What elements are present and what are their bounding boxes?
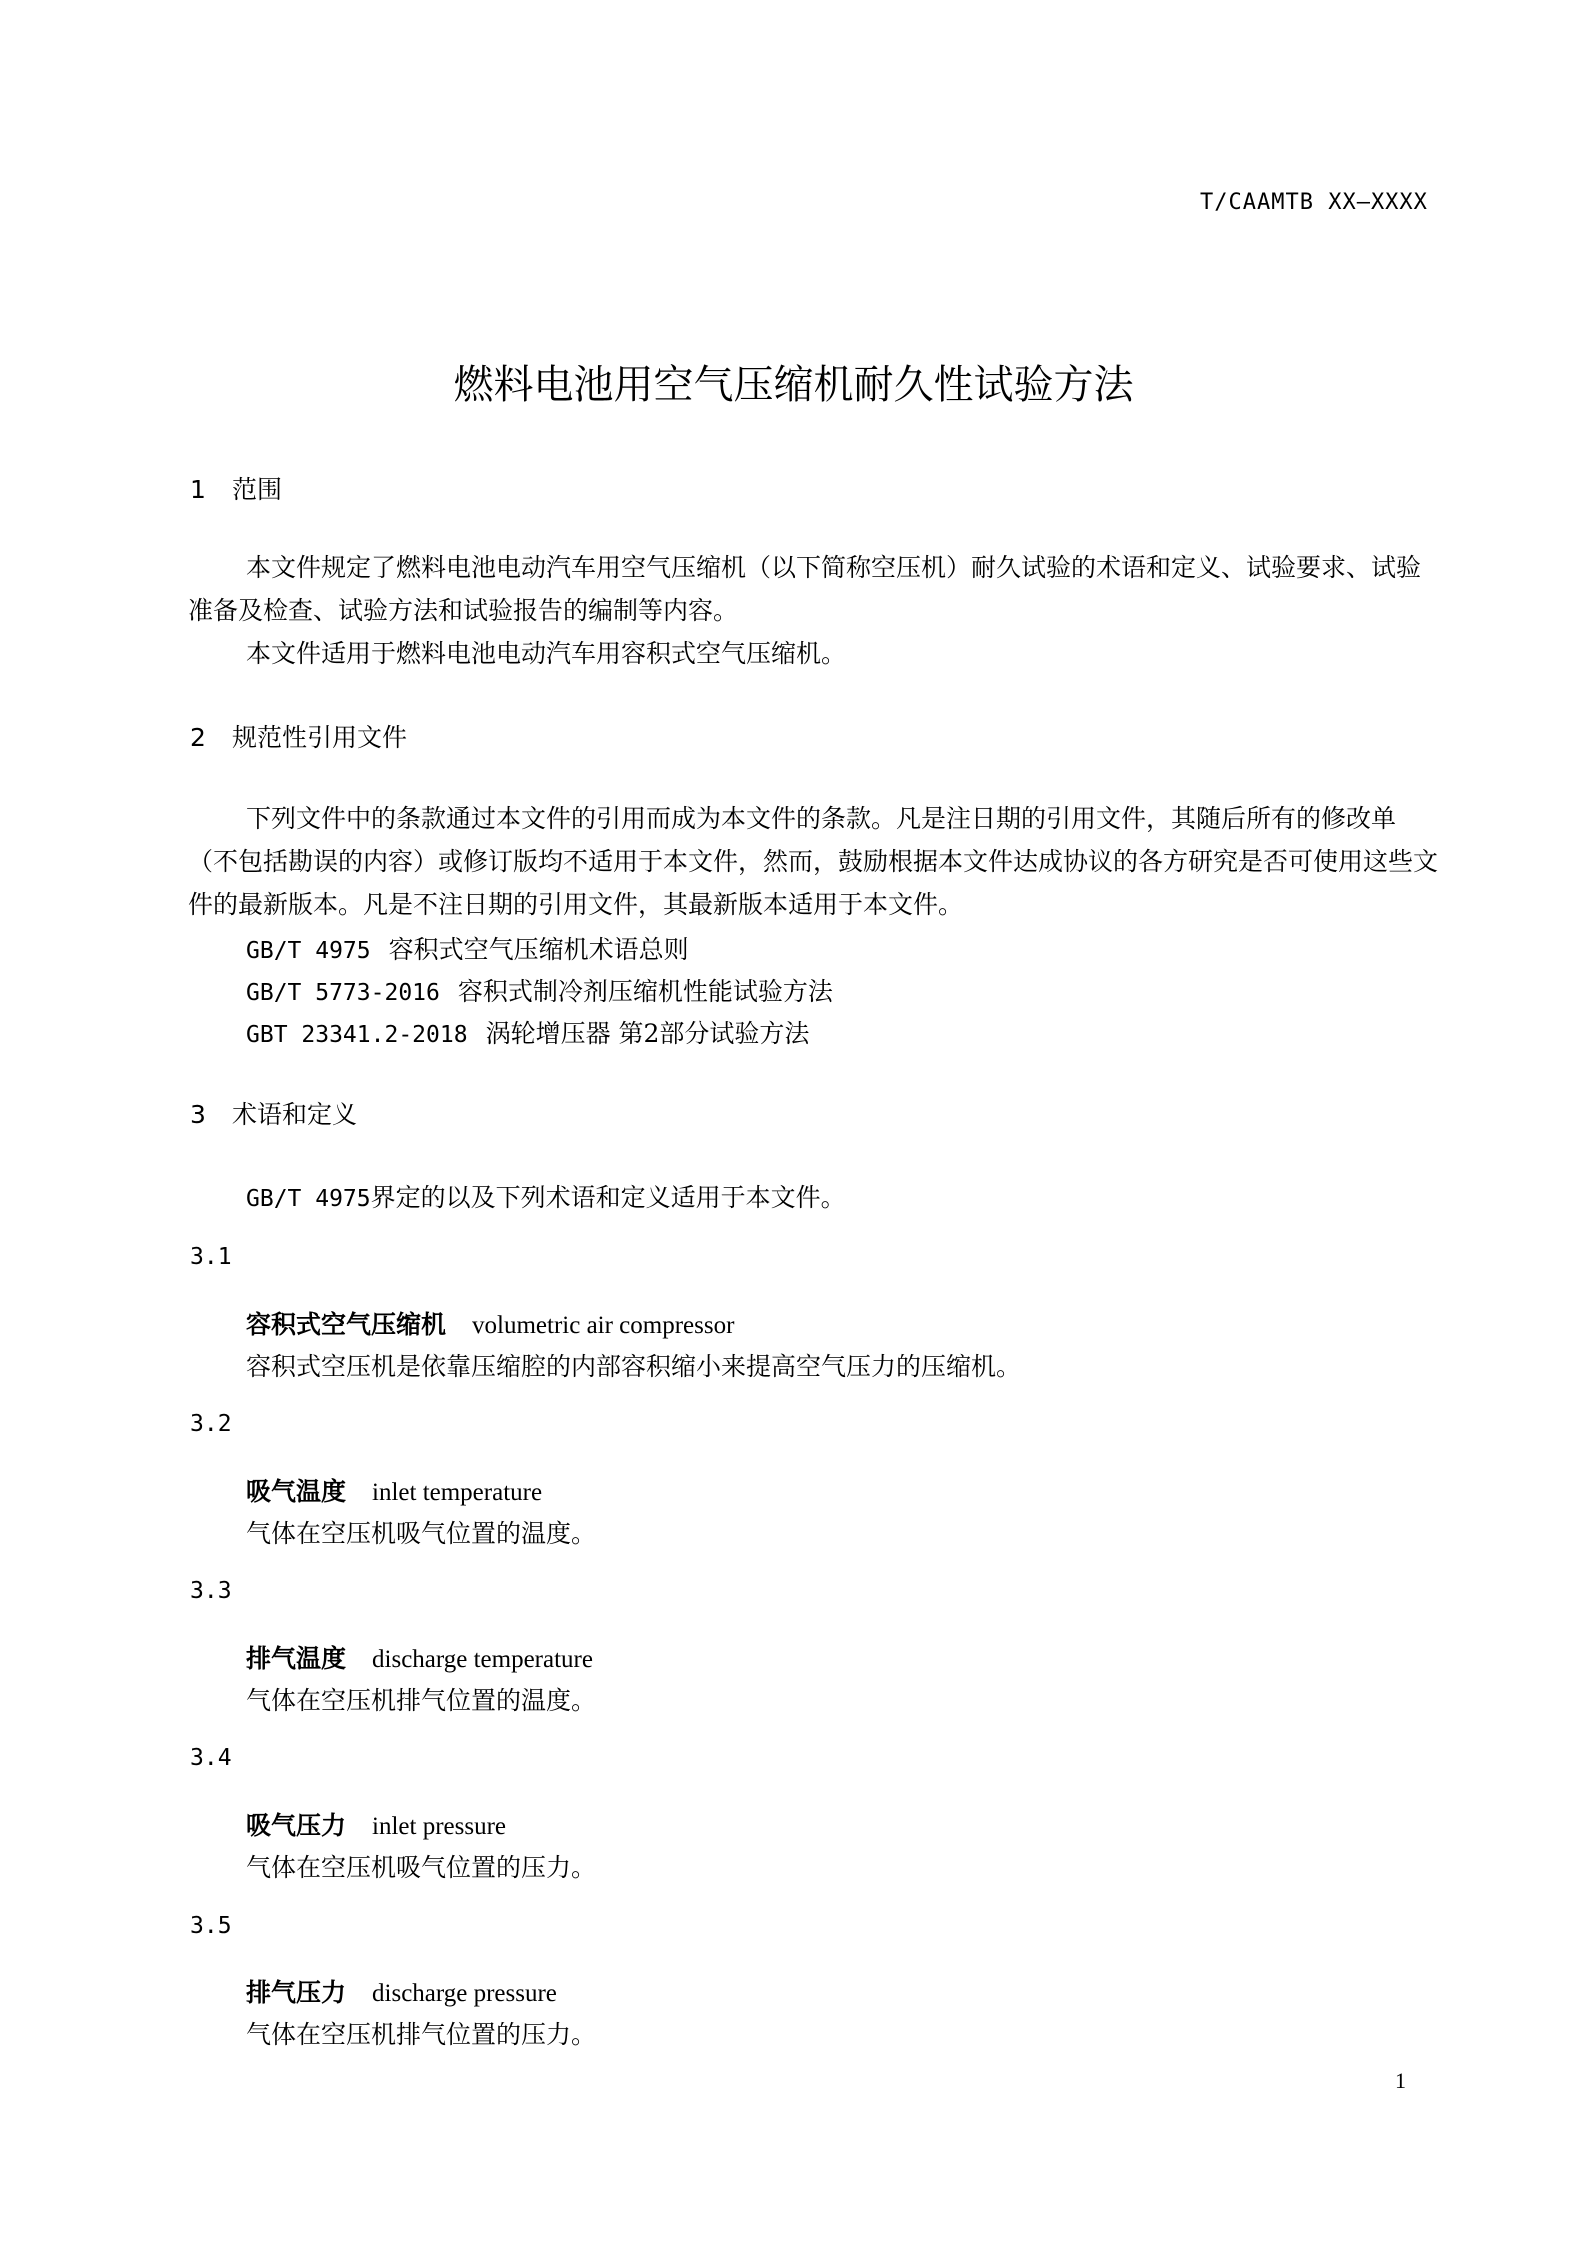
clause-number: 3.3: [190, 1578, 232, 1604]
term-definition: 气体在空压机排气位置的压力。: [246, 2020, 597, 2049]
section-title: 范围: [232, 475, 283, 504]
term-definition: 气体在空压机吸气位置的温度。: [246, 1519, 597, 1548]
term-chinese: 容积式空气压缩机: [246, 1310, 447, 1339]
reference-code: GBT 23341.2-2018: [246, 1022, 468, 1048]
reference-item: [246, 930, 689, 966]
term-english: discharge temperature: [372, 1646, 593, 1673]
term-chinese: 吸气压力: [246, 1811, 347, 1840]
term-chinese: 排气压力: [246, 1978, 347, 2007]
reference-title: 涡轮增压器 第2部分试验方法: [485, 1019, 810, 1048]
term-entry: [246, 1639, 593, 1675]
clause-number: 3.5: [190, 1913, 232, 1939]
term-entry: [246, 1472, 542, 1508]
clause-number: 3.4: [190, 1745, 232, 1771]
term-chinese: 吸气温度: [246, 1477, 347, 1506]
section-heading-normative-refs: [190, 718, 407, 754]
normative-refs-paragraph: 下列文件中的条款通过本文件的引用而成为本文件的条款。凡是注日期的引用文件，其随后所有的修改单（不包括勘误的内容）或修订版均不适用于本文件，然而，鼓励根据本文件达成协议的各方研究是否可使用这些文件的最新版本。凡是不注日期的引用文件，其最新版本适用于本文件。: [188, 804, 1439, 919]
document-title: 燃料电池用空气压缩机耐久性试验方法: [453, 362, 1134, 408]
terms-intro-code: GB/T 4975: [246, 1186, 371, 1212]
scope-paragraph-1: 本文件规定了燃料电池电动汽车用空气压缩机（以下简称空压机）耐久试验的术语和定义、试验要求、试验准备及检查、试验方法和试验报告的编制等内容。: [188, 553, 1422, 625]
clause-number: 3.1: [190, 1244, 232, 1270]
term-english: inlet temperature: [372, 1479, 543, 1506]
reference-item: [246, 972, 833, 1008]
term-definition: 气体在空压机吸气位置的压力。: [246, 1853, 597, 1882]
section-heading-scope: [190, 470, 282, 506]
section-title: 规范性引用文件: [232, 723, 408, 752]
terms-intro: [246, 1178, 846, 1214]
section-title: 术语和定义: [232, 1100, 358, 1129]
scope-paragraph-2: 本文件适用于燃料电池电动汽车用容积式空气压缩机。: [246, 639, 847, 668]
terms-intro-text: 界定的以及下列术语和定义适用于本文件。: [370, 1183, 846, 1212]
section-number: 1: [190, 475, 206, 504]
section-number: 2: [190, 723, 206, 752]
term-definition: 容积式空压机是依靠压缩腔的内部容积缩小来提高空气压力的压缩机。: [246, 1352, 1022, 1381]
term-chinese: 排气温度: [246, 1644, 347, 1673]
reference-code: GB/T 4975: [246, 938, 371, 964]
term-entry: [246, 1973, 557, 2009]
term-definition: 气体在空压机排气位置的温度。: [246, 1686, 597, 1715]
term-entry: [246, 1305, 734, 1341]
reference-title: 容积式制冷剂压缩机性能试验方法: [457, 977, 833, 1006]
clause-number: 3.2: [190, 1411, 232, 1437]
reference-code: GB/T 5773-2016: [246, 980, 440, 1006]
term-english: inlet pressure: [372, 1813, 506, 1840]
document-code: T/CAAMTB XX—XXXX: [1200, 190, 1428, 215]
reference-item: [246, 1014, 809, 1050]
section-heading-terms: [190, 1095, 357, 1131]
section-number: 3: [190, 1100, 206, 1129]
term-english: discharge pressure: [372, 1980, 557, 2007]
term-entry: [246, 1806, 506, 1842]
reference-title: 容积式空气压缩机术语总则: [388, 935, 689, 964]
term-english: volumetric air compressor: [472, 1312, 735, 1339]
page-number: 1: [1395, 2068, 1406, 2093]
